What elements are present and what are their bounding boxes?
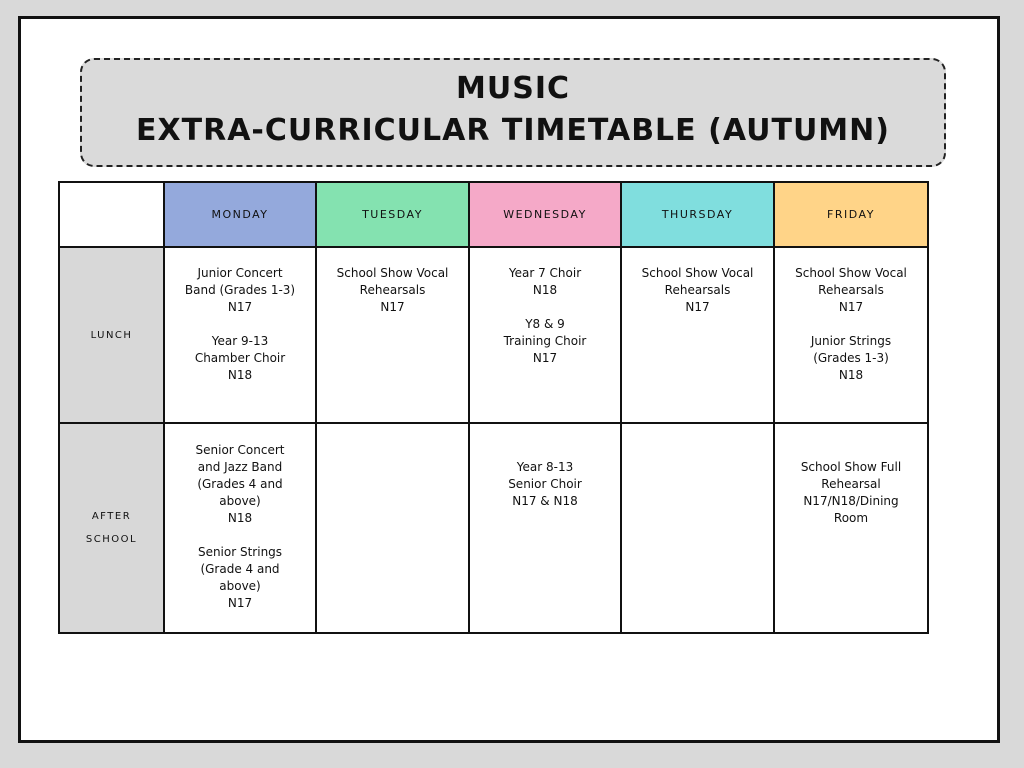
after-school-wednesday-cell: Year 8-13 Senior Choir N17 & N18	[469, 423, 621, 633]
title-subject: MUSIC	[456, 71, 570, 106]
after-school-tuesday-cell	[316, 423, 469, 633]
day-header-thursday: THURSDAY	[621, 182, 774, 247]
timetable-grid	[58, 181, 929, 634]
day-header-row	[59, 182, 928, 247]
day-header-tuesday: TUESDAY	[316, 182, 469, 247]
day-header-monday: MONDAY	[164, 182, 316, 247]
row-header-after-school: AFTER SCHOOL	[59, 423, 164, 633]
lunch-thursday-cell: School Show Vocal Rehearsals N17	[621, 247, 774, 423]
day-header-wednesday: WEDNESDAY	[469, 182, 621, 247]
after-school-row	[59, 423, 928, 633]
lunch-tuesday-cell: School Show Vocal Rehearsals N17	[316, 247, 469, 423]
lunch-row	[59, 247, 928, 423]
after-school-friday-cell: School Show Full Rehearsal N17/N18/Dining Room	[774, 423, 928, 633]
corner-cell	[59, 182, 164, 247]
after-school-monday-cell: Senior Concert and Jazz Band (Grades 4 and above) N18 Senior Strings (Grade 4 and above) N17	[164, 423, 316, 633]
lunch-friday-cell: School Show Vocal Rehearsals N17 Junior Strings (Grades 1-3) N18	[774, 247, 928, 423]
title-heading: EXTRA-CURRICULAR TIMETABLE (AUTUMN)	[136, 113, 890, 148]
row-header-lunch: LUNCH	[59, 247, 164, 423]
lunch-monday-cell: Junior Concert Band (Grades 1-3) N17 Year 9-13 Chamber Choir N18	[164, 247, 316, 423]
after-school-thursday-cell	[621, 423, 774, 633]
title-banner	[80, 58, 946, 167]
lunch-wednesday-cell: Year 7 Choir N18 Y8 & 9 Training Choir N17	[469, 247, 621, 423]
day-header-friday: FRIDAY	[774, 182, 928, 247]
